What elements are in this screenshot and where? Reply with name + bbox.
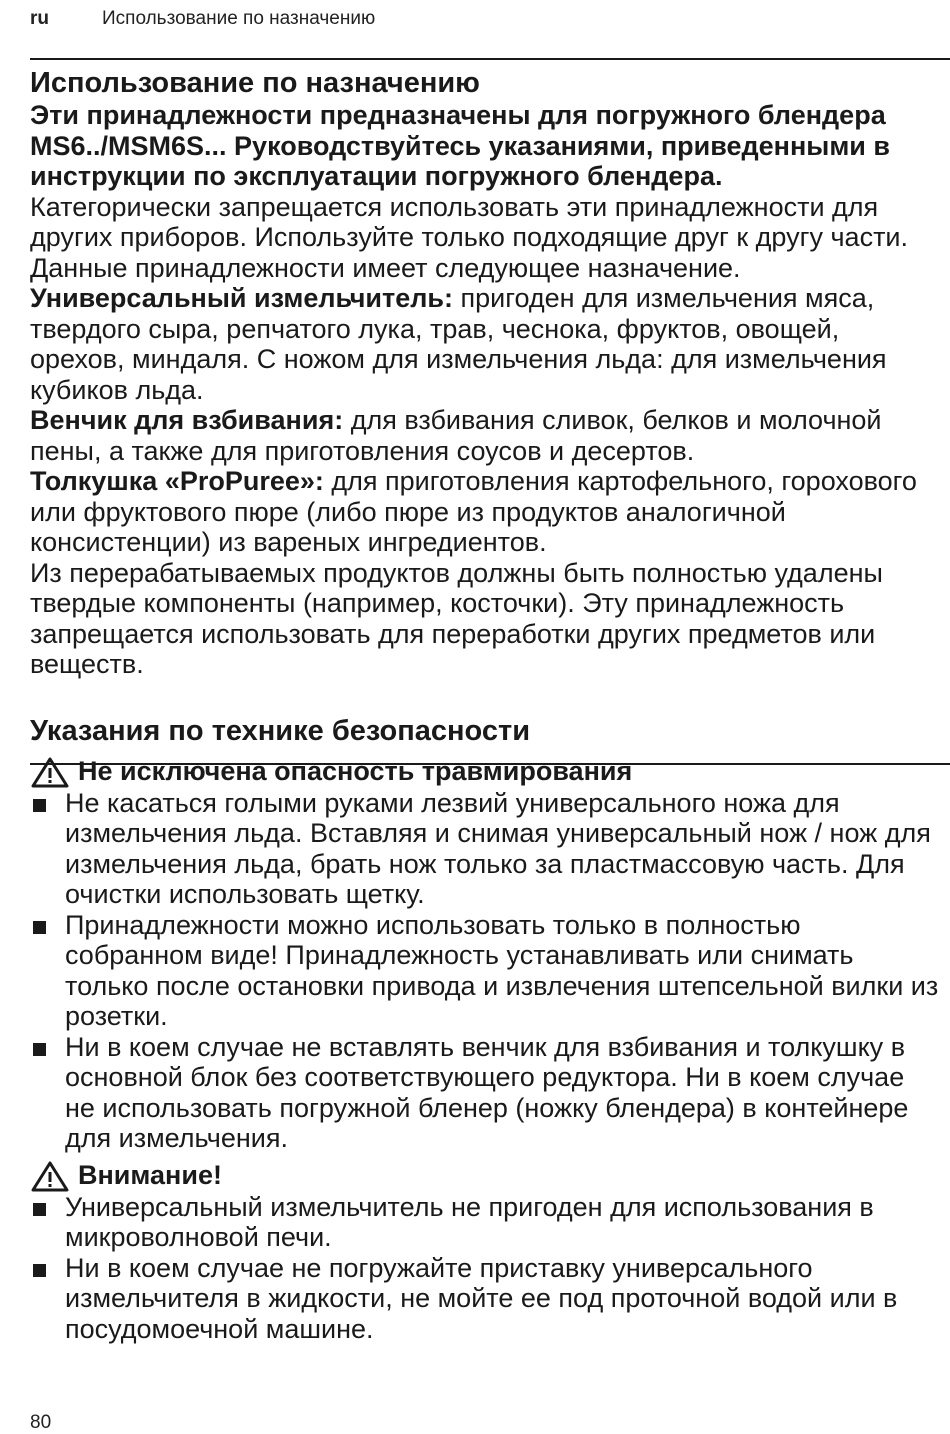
- bullet-square-icon: [33, 799, 46, 812]
- list-item: [30, 910, 940, 1032]
- intended-use-paragraph-3: Из перерабатываемых продуктов должны быть полностью удалены твердые компоненты (например, косточки). Эту принадлежность запрещается использовать для переработки других предметов или веществ.: [30, 557, 883, 679]
- injury-warning-heading: [30, 756, 940, 788]
- running-header-title: Использование по назначению: [102, 8, 376, 29]
- safety-heading: Указания по технике безопасности: [30, 714, 531, 747]
- list-item-text: Принадлежности можно использовать только в полностью собранном виде! Принадлежность устанавливать или снимать только после остановки привода и извлечения штепсельной вилки из розетки.: [65, 909, 939, 1031]
- warning-triangle-icon: [30, 756, 70, 788]
- intended-use-heading: Использование по назначению: [30, 67, 480, 99]
- bullet-square-icon: [33, 1203, 46, 1216]
- injury-warning-title: Не исключена опасность травмирования: [78, 756, 633, 787]
- intended-use-section: [30, 66, 940, 680]
- running-header: [30, 8, 375, 30]
- header-divider: [30, 58, 950, 60]
- page-content: [30, 66, 940, 1344]
- accessory-universal-chopper: [30, 283, 940, 405]
- accessory-whisk: [30, 405, 940, 466]
- list-item-text: Универсальный измельчитель не пригоден для использования в микроволновой печи.: [65, 1191, 874, 1252]
- injury-warning-list: [30, 788, 940, 1154]
- accessory-description: пригоден для измельчения мяса, твердого сыра, репчатого лука, трав, чеснока, фруктов, овощей, орехов, миндаля. С ножом для измельчения льда: для измельчения кубиков льда.: [30, 283, 887, 405]
- list-item: [30, 788, 940, 910]
- caution-list: [30, 1192, 940, 1345]
- caution-title: Внимание!: [78, 1160, 222, 1191]
- warning-triangle-icon: [30, 1160, 70, 1192]
- accessory-description: для взбивания сливок, белков и молочной пены, а также для приготовления соусов и десертов.: [30, 405, 882, 466]
- accessory-masher: [30, 466, 940, 558]
- list-item-text: Не касаться голыми руками лезвий универсального ножа для измельчения льда. Вставляя и снимая универсальный нож / нож для измельчения льда, брать нож только за пластмассовую часть. Для очистки использовать щетку.: [65, 787, 931, 909]
- accessory-description: для приготовления картофельного, горохового или фруктового пюре (либо пюре из продуктов аналогичной консистенции) из вареных ингредиентов.: [30, 466, 917, 557]
- list-item: [30, 1253, 940, 1345]
- bullet-square-icon: [33, 1264, 46, 1277]
- bullet-square-icon: [33, 921, 46, 934]
- list-item: [30, 1192, 940, 1253]
- bullet-square-icon: [33, 1043, 46, 1056]
- language-code: ru: [30, 8, 49, 29]
- accessory-term: Венчик для взбивания:: [30, 405, 344, 435]
- list-item-text: Ни в коем случае не вставлять венчик для взбивания и толкушку в основной блок без соответствующего редуктора. Ни в коем случае не использовать погружной бленер (ножку блендера) в контейнере для измельчения.: [65, 1031, 909, 1153]
- safety-section: [30, 714, 940, 1345]
- list-item-text: Ни в коем случае не погружайте приставку универсального измельчителя в жидкости, не мойте ее под проточной водой или в посудомоечной машине.: [65, 1252, 898, 1344]
- intended-use-lead: Эти принадлежности предназначены для погружного блендера MS6../MSM6S... Руководствуйтесь указаниями, приведенными в инструкции по эксплуатации погружного блендера.: [30, 100, 891, 191]
- list-item: [30, 1032, 940, 1154]
- accessory-term: Универсальный измельчитель:: [30, 283, 453, 313]
- caution-heading: [30, 1160, 940, 1192]
- intended-use-paragraph-1: Категорически запрещается использовать эти принадлежности для других приборов. Используйте только подходящие друг к другу части.: [30, 191, 909, 252]
- page-number: 80: [30, 1412, 52, 1433]
- intended-use-paragraph-2: Данные принадлежности имеет следующее назначение.: [30, 252, 741, 283]
- accessory-term: Толкушка «ProPuree»:: [30, 466, 324, 496]
